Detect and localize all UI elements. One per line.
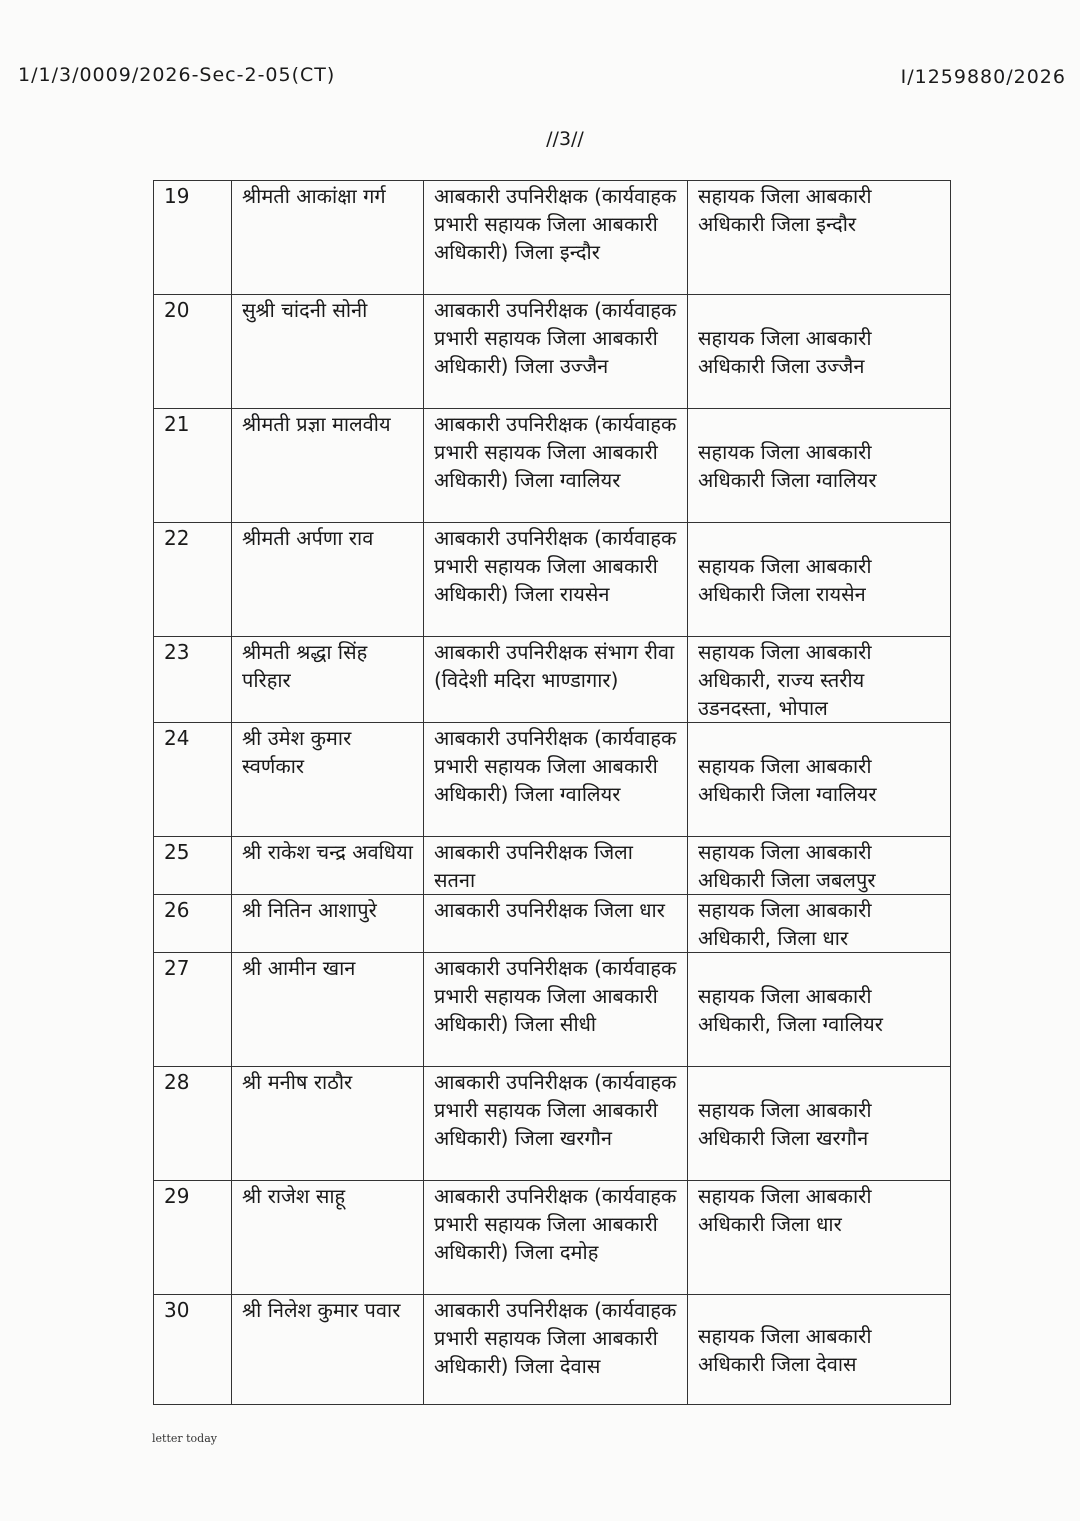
new-posting: सहायक जिला आबकारी अधिकारी जिला ग्वालियर [688, 409, 951, 523]
table-row [154, 723, 951, 837]
table-row [154, 523, 951, 637]
current-posting: आबकारी उपनिरीक्षक (कार्यवाहक प्रभारी सहायक जिला आबकारी अधिकारी) जिला दमोह [424, 1181, 688, 1295]
current-posting: आबकारी उपनिरीक्षक संभाग रीवा (विदेशी मदिरा भाण्डागार) [424, 637, 688, 723]
table-row [154, 953, 951, 1067]
new-posting: सहायक जिला आबकारी अधिकारी जिला उज्जैन [688, 295, 951, 409]
serial-number: 28 [154, 1067, 232, 1181]
serial-number: 30 [154, 1295, 232, 1405]
officer-name: श्रीमती आकांक्षा गर्ग [232, 181, 424, 295]
new-posting: सहायक जिला आबकारी अधिकारी, राज्य स्तरीय उडनदस्ता, भोपाल [688, 637, 951, 723]
table-row [154, 637, 951, 723]
new-posting: सहायक जिला आबकारी अधिकारी जिला ग्वालियर [688, 723, 951, 837]
current-posting: आबकारी उपनिरीक्षक (कार्यवाहक प्रभारी सहायक जिला आबकारी अधिकारी) जिला देवास [424, 1295, 688, 1405]
new-posting: सहायक जिला आबकारी अधिकारी, जिला ग्वालियर [688, 953, 951, 1067]
officer-name: श्री आमीन खान [232, 953, 424, 1067]
officer-name: श्री नितिन आशापुरे [232, 895, 424, 953]
serial-number: 29 [154, 1181, 232, 1295]
serial-number: 27 [154, 953, 232, 1067]
officer-name: सुश्री चांदनी सोनी [232, 295, 424, 409]
table-row [154, 1067, 951, 1181]
table-row [154, 895, 951, 953]
table-row [154, 295, 951, 409]
new-posting: सहायक जिला आबकारी अधिकारी जिला रायसेन [688, 523, 951, 637]
posting-table [153, 180, 951, 1405]
current-posting: आबकारी उपनिरीक्षक (कार्यवाहक प्रभारी सहायक जिला आबकारी अधिकारी) जिला सीधी [424, 953, 688, 1067]
footer-note: letter today [152, 1432, 217, 1445]
serial-number: 20 [154, 295, 232, 409]
officer-name: श्रीमती प्रज्ञा मालवीय [232, 409, 424, 523]
serial-number: 19 [154, 181, 232, 295]
officer-name: श्रीमती अर्पणा राव [232, 523, 424, 637]
serial-number: 23 [154, 637, 232, 723]
table-row [154, 1181, 951, 1295]
current-posting: आबकारी उपनिरीक्षक जिला सतना [424, 837, 688, 895]
current-posting: आबकारी उपनिरीक्षक (कार्यवाहक प्रभारी सहायक जिला आबकारी अधिकारी) जिला उज्जैन [424, 295, 688, 409]
page-marker: //3// [546, 128, 584, 150]
new-posting: सहायक जिला आबकारी अधिकारी जिला धार [688, 1181, 951, 1295]
current-posting: आबकारी उपनिरीक्षक (कार्यवाहक प्रभारी सहायक जिला आबकारी अधिकारी) जिला ग्वालियर [424, 723, 688, 837]
officer-name: श्री मनीष राठौर [232, 1067, 424, 1181]
reference-number-left: 1/1/3/0009/2026-Sec-2-05(CT) [18, 64, 336, 86]
serial-number: 25 [154, 837, 232, 895]
current-posting: आबकारी उपनिरीक्षक (कार्यवाहक प्रभारी सहायक जिला आबकारी अधिकारी) जिला खरगौन [424, 1067, 688, 1181]
officer-name: श्रीमती श्रद्धा सिंह परिहार [232, 637, 424, 723]
table-row [154, 409, 951, 523]
serial-number: 21 [154, 409, 232, 523]
officer-name: श्री राजेश साहू [232, 1181, 424, 1295]
officer-name: श्री निलेश कुमार पवार [232, 1295, 424, 1405]
table-row [154, 181, 951, 295]
new-posting: सहायक जिला आबकारी अधिकारी जिला इन्दौर [688, 181, 951, 295]
new-posting: सहायक जिला आबकारी अधिकारी, जिला धार [688, 895, 951, 953]
current-posting: आबकारी उपनिरीक्षक (कार्यवाहक प्रभारी सहायक जिला आबकारी अधिकारी) जिला इन्दौर [424, 181, 688, 295]
reference-number-right: I/1259880/2026 [900, 66, 1066, 88]
officer-name: श्री उमेश कुमार स्वर्णकार [232, 723, 424, 837]
new-posting: सहायक जिला आबकारी अधिकारी जिला जबलपुर [688, 837, 951, 895]
officer-name: श्री राकेश चन्द्र अवधिया [232, 837, 424, 895]
table-row [154, 1295, 951, 1405]
serial-number: 24 [154, 723, 232, 837]
serial-number: 22 [154, 523, 232, 637]
current-posting: आबकारी उपनिरीक्षक (कार्यवाहक प्रभारी सहायक जिला आबकारी अधिकारी) जिला रायसेन [424, 523, 688, 637]
table-row [154, 837, 951, 895]
current-posting: आबकारी उपनिरीक्षक (कार्यवाहक प्रभारी सहायक जिला आबकारी अधिकारी) जिला ग्वालियर [424, 409, 688, 523]
serial-number: 26 [154, 895, 232, 953]
current-posting: आबकारी उपनिरीक्षक जिला धार [424, 895, 688, 953]
new-posting: सहायक जिला आबकारी अधिकारी जिला खरगौन [688, 1067, 951, 1181]
new-posting: सहायक जिला आबकारी अधिकारी जिला देवास [688, 1295, 951, 1405]
